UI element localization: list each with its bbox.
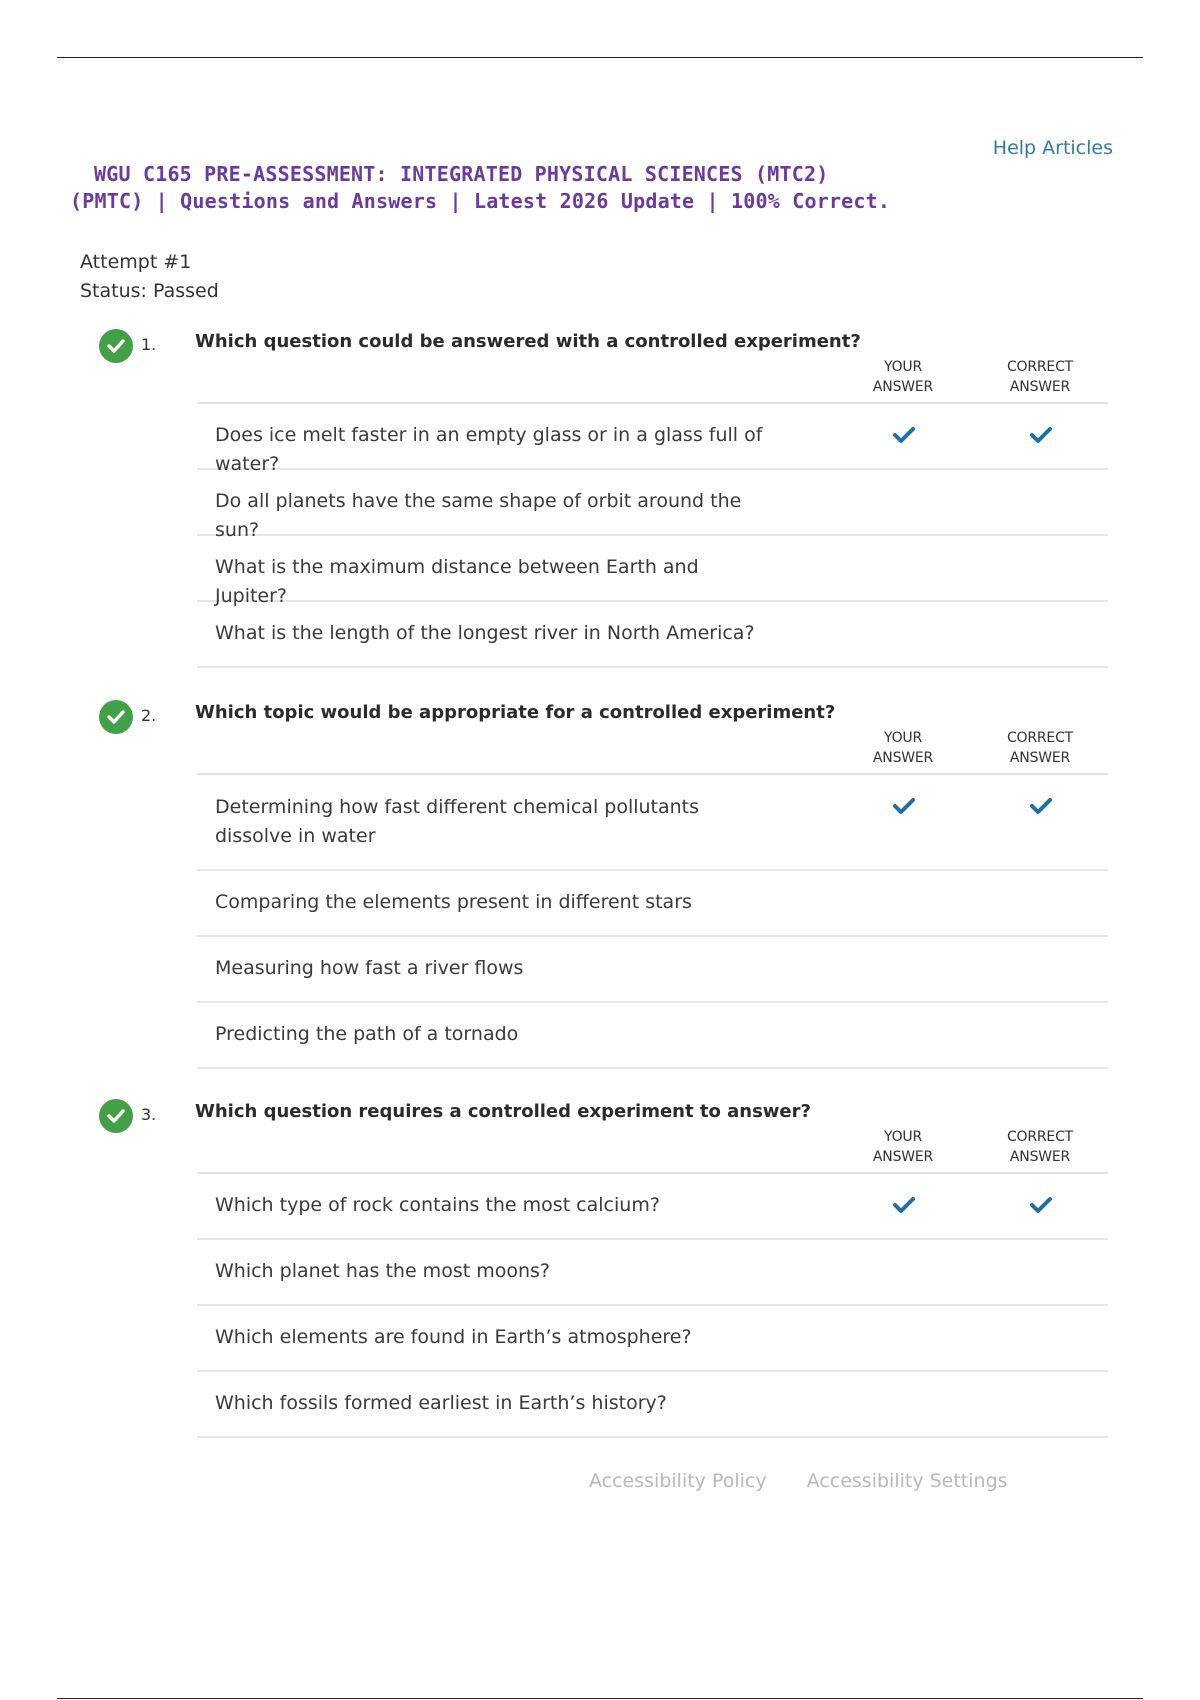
bottom-rule xyxy=(57,1698,1143,1699)
correct-answer-check-icon xyxy=(1030,1196,1052,1214)
check-circle-icon xyxy=(99,700,133,734)
answer-option-text: Measuring how fast a river flows xyxy=(215,957,524,979)
accessibility-policy-link[interactable]: Accessibility Policy xyxy=(589,1470,767,1492)
correct-answer-check-icon xyxy=(1030,797,1052,815)
column-header-line: ANSWER xyxy=(872,379,934,395)
correct-answer-column-header xyxy=(985,357,1095,397)
column-header-line: CORRECT xyxy=(1006,730,1074,746)
check-circle-icon xyxy=(99,1099,133,1133)
answer-option-text: Determining how fast different chemical pollutants dissolve in water xyxy=(215,796,700,847)
answer-option-row xyxy=(197,1174,1108,1240)
answer-option-text: Does ice melt faster in an empty glass or in a glass full of water? xyxy=(215,424,763,475)
correct-answer-check-icon xyxy=(1030,426,1052,444)
footer-links xyxy=(589,1470,1042,1492)
answer-option-text: Comparing the elements present in different stars xyxy=(215,891,692,913)
your-answer-check-icon xyxy=(893,1196,915,1214)
answer-option-text: Which planet has the most moons? xyxy=(215,1260,550,1282)
your-answer-check-icon xyxy=(893,426,915,444)
check-circle-icon xyxy=(99,329,133,363)
your-answer-check-icon xyxy=(893,797,915,815)
answer-option-text: Which elements are found in Earth’s atmosphere? xyxy=(215,1326,692,1348)
answer-option-row xyxy=(197,602,1108,668)
title-line-2: (PMTC) | Questions and Answers | Latest 2026 Update | 100% Correct. xyxy=(70,189,891,213)
question-number: 3. xyxy=(141,1105,157,1124)
document-title xyxy=(70,161,950,215)
answer-option-row xyxy=(197,871,1108,937)
your-answer-column-header xyxy=(848,728,958,768)
attempt-label: Attempt #1 xyxy=(80,251,192,273)
correct-answer-column-header xyxy=(985,1127,1095,1167)
column-header-line: ANSWER xyxy=(872,750,934,766)
column-header-line: ANSWER xyxy=(872,1149,934,1165)
answer-option-text: What is the length of the longest river in North America? xyxy=(215,622,755,644)
answer-option-row xyxy=(197,775,1108,871)
column-header-line: CORRECT xyxy=(1006,359,1074,375)
answer-option-row xyxy=(197,536,1108,607)
answer-option-row xyxy=(197,470,1108,541)
correct-answer-column-header xyxy=(985,728,1095,768)
attempt-info xyxy=(80,248,219,306)
answer-option-text: Predicting the path of a tornado xyxy=(215,1023,519,1045)
answer-option-row xyxy=(197,937,1108,1003)
answer-option-text: Do all planets have the same shape of orbit around the sun? xyxy=(215,490,742,541)
title-line-1: WGU C165 PRE-ASSESSMENT: INTEGRATED PHYSICAL SCIENCES (MTC2) xyxy=(94,162,829,186)
column-header-line: CORRECT xyxy=(1006,1129,1074,1145)
column-header-line: YOUR xyxy=(884,359,922,375)
question-number: 1. xyxy=(141,335,157,354)
your-answer-column-header xyxy=(848,1127,958,1167)
question-text: Which question could be answered with a controlled experiment? xyxy=(195,331,861,352)
top-rule xyxy=(57,57,1143,58)
question-number: 2. xyxy=(141,706,157,725)
question-text: Which question requires a controlled experiment to answer? xyxy=(195,1101,811,1122)
answer-option-text: Which fossils formed earliest in Earth’s history? xyxy=(215,1392,667,1414)
answer-option-row xyxy=(197,1240,1108,1306)
answer-option-row xyxy=(197,1003,1108,1069)
answer-option-text: Which type of rock contains the most calcium? xyxy=(215,1194,660,1216)
attempt-status: Status: Passed xyxy=(80,280,219,302)
answer-option-row xyxy=(197,404,1108,475)
your-answer-column-header xyxy=(848,357,958,397)
column-header-line: ANSWER xyxy=(1009,750,1071,766)
answer-option-row xyxy=(197,1372,1108,1438)
column-header-line: YOUR xyxy=(884,730,922,746)
answer-option-text: What is the maximum distance between Earth and Jupiter? xyxy=(215,556,699,607)
column-header-line: ANSWER xyxy=(1009,1149,1071,1165)
column-header-line: ANSWER xyxy=(1009,379,1071,395)
accessibility-settings-link[interactable]: Accessibility Settings xyxy=(806,1470,1008,1492)
answer-option-row xyxy=(197,1306,1108,1372)
help-articles-link[interactable]: Help Articles xyxy=(992,137,1113,159)
question-text: Which topic would be appropriate for a controlled experiment? xyxy=(195,702,836,723)
column-header-line: YOUR xyxy=(884,1129,922,1145)
